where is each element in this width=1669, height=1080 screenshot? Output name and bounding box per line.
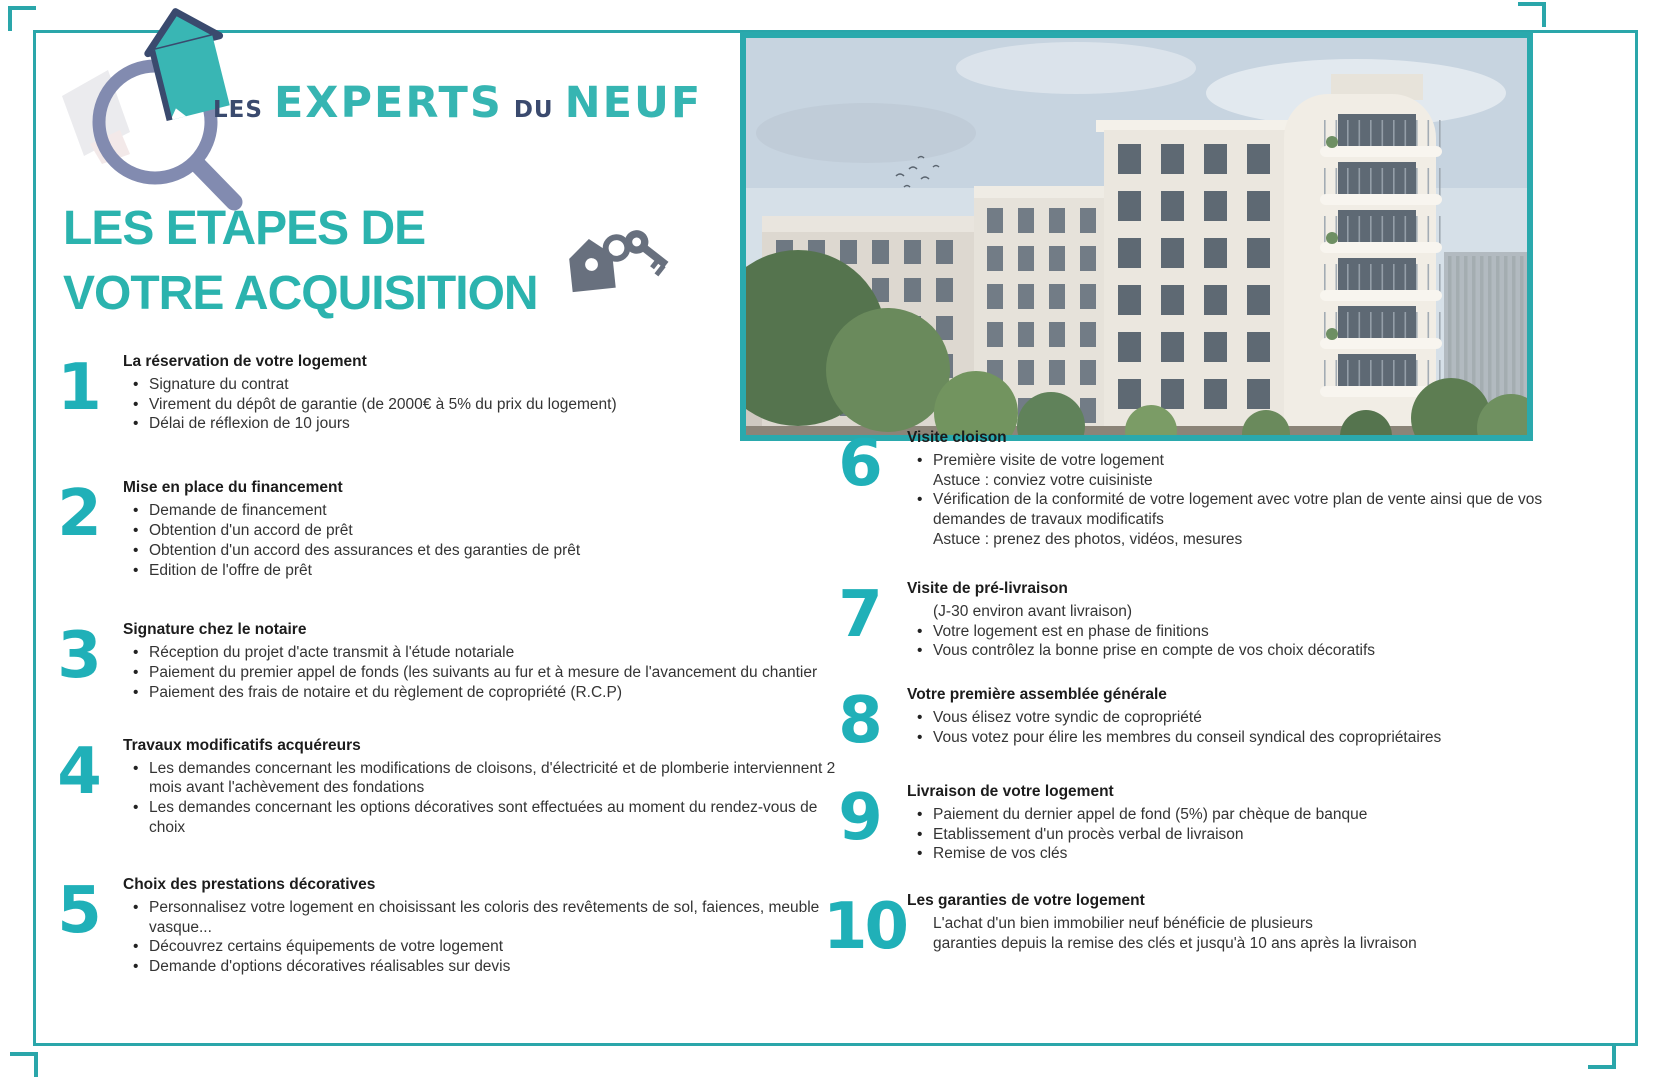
page-title — [63, 196, 538, 326]
bullet-dot: • — [917, 805, 923, 823]
acquisition-step — [45, 352, 851, 434]
step-bullet-item — [907, 622, 1569, 642]
step-item-text: Obtention d'un accord de prêt — [149, 521, 353, 539]
step-bullet-item — [123, 414, 851, 434]
step-item-text: Les demandes concernant les modifications de cloisons, d'électricité et de plomberie interviennent 2 mois avant l'achèvement des fondations — [149, 759, 836, 797]
step-title: Visite de pré-livraison — [907, 579, 1068, 597]
step-item-text: Découvrez certains équipements de votre logement — [149, 938, 504, 956]
page-title-line1: LES ETAPES DE — [63, 202, 426, 255]
step-content — [123, 620, 851, 702]
step-item-text: Etablissement d'un procès verbal de livraison — [933, 825, 1244, 843]
bullet-dot: • — [133, 958, 139, 976]
step-number: 7 — [838, 577, 880, 652]
acquisition-step — [823, 684, 1569, 759]
bullet-dot: • — [917, 451, 923, 469]
step-number: 1 — [57, 351, 99, 425]
steps-column-right — [823, 428, 1569, 985]
step-item-text: (J-30 environ avant livraison) — [933, 602, 1133, 620]
step-number: 9 — [838, 780, 880, 855]
step-number: 5 — [57, 873, 99, 948]
step-title: La réservation de votre logement — [123, 353, 367, 370]
step-bullet-item — [907, 708, 1569, 728]
step-item-text: garanties depuis la remise des clés et jusqu'à 10 ans après la livraison — [933, 934, 1417, 952]
step-title: Choix des prestations décoratives — [123, 875, 376, 893]
step-item-text: Astuce : prenez des photos, vidéos, mesures — [933, 531, 1243, 549]
step-note — [907, 914, 1569, 934]
step-item-text: Demande de financement — [149, 502, 327, 520]
bullet-dot: • — [133, 375, 139, 393]
bullet-dot: • — [133, 759, 139, 777]
step-title: Visite cloison — [907, 429, 1007, 446]
step-item-text: Virement du dépôt de garantie (de 2000€ à 5% du prix du logement) — [149, 395, 617, 413]
step-title: Livraison de votre logement — [907, 782, 1114, 800]
step-title: Votre première assemblée générale — [907, 686, 1167, 704]
step-item-text: Vous votez pour élire les membres du conseil syndical des copropriétaires — [933, 728, 1442, 746]
step-bullet-item — [907, 844, 1569, 864]
step-content — [907, 782, 1569, 864]
step-items — [907, 708, 1569, 748]
step-content — [123, 352, 851, 434]
bullet-dot: • — [133, 683, 139, 701]
step-item-text: Signature du contrat — [149, 375, 289, 393]
bullet-dot: • — [917, 845, 923, 863]
step-number: 8 — [838, 684, 880, 759]
page-title-line2: VOTRE ACQUISITION — [63, 267, 538, 320]
step-item-text: Astuce : conviez votre cuisiniste — [933, 471, 1153, 489]
step-item-text: Edition de l'offre de prêt — [149, 561, 312, 579]
step-items — [907, 914, 1569, 954]
step-bullet-item — [123, 798, 851, 838]
step-item-text: L'achat d'un bien immobilier neuf bénéficie de plusieurs — [933, 915, 1313, 933]
bullet-dot: • — [133, 415, 139, 433]
step-items — [907, 805, 1569, 864]
step-item-text: Paiement des frais de notaire et du règlement de copropriété (R.C.P) — [149, 683, 622, 701]
acquisition-step — [45, 478, 851, 580]
step-item-text: Première visite de votre logement — [933, 451, 1164, 469]
step-number: 10 — [823, 890, 907, 965]
step-bullet-item — [123, 375, 851, 395]
step-items — [123, 759, 851, 838]
bullet-dot: • — [133, 938, 139, 956]
step-item-text: Remise de vos clés — [933, 845, 1068, 863]
step-title: Les garanties de votre logement — [907, 892, 1145, 910]
bullet-dot: • — [133, 541, 139, 559]
bullet-dot: • — [133, 799, 139, 817]
step-bullet-item — [907, 451, 1569, 471]
step-item-text: Personnalisez votre logement en choisissant les coloris des revêtements de sol, faiences, meuble vasque... — [149, 898, 820, 936]
acquisition-step — [823, 890, 1569, 965]
step-bullet-item — [123, 683, 851, 703]
acquisition-step — [45, 736, 851, 838]
step-note — [907, 602, 1569, 622]
step-bullet-item — [123, 541, 851, 561]
brand-word-les: LES — [213, 97, 263, 123]
bullet-dot: • — [133, 521, 139, 539]
acquisition-step — [823, 579, 1569, 661]
step-item-text: Vous élisez votre syndic de copropriété — [933, 709, 1202, 727]
bullet-dot: • — [133, 898, 139, 916]
corner-mark-top-right — [1518, 2, 1546, 27]
step-bullet-item — [123, 521, 851, 541]
bullet-dot: • — [917, 709, 923, 727]
corner-mark-bottom-right — [1588, 1044, 1616, 1069]
step-bullet-item — [123, 759, 851, 799]
step-content — [907, 579, 1569, 661]
step-items — [907, 451, 1569, 550]
step-number: 6 — [838, 427, 880, 501]
step-note — [907, 934, 1569, 954]
step-bullet-item — [123, 501, 851, 521]
step-note — [907, 471, 1569, 491]
step-item-text: Obtention d'un accord des assurances et des garanties de prêt — [149, 541, 581, 559]
step-content — [123, 736, 851, 838]
step-item-text: Votre logement est en phase de finitions — [933, 622, 1209, 640]
step-title: Signature chez le notaire — [123, 621, 307, 639]
step-number: 2 — [57, 477, 99, 552]
acquisition-step — [45, 875, 851, 977]
step-item-text: Paiement du premier appel de fonds (les suivants au fur et à mesure de l'avancement du chantier — [149, 664, 818, 682]
bullet-dot: • — [133, 664, 139, 682]
step-note — [907, 530, 1569, 550]
bullet-dot: • — [917, 825, 923, 843]
step-bullet-item — [123, 395, 851, 415]
bullet-dot: • — [917, 728, 923, 746]
step-number: 3 — [57, 619, 99, 694]
step-content — [907, 428, 1569, 550]
step-bullet-item — [123, 663, 851, 683]
step-bullet-item — [907, 728, 1569, 748]
bullet-dot: • — [917, 491, 923, 509]
step-bullet-item — [123, 898, 851, 938]
step-items — [123, 643, 851, 702]
step-item-text: Demande d'options décoratives réalisables sur devis — [149, 958, 511, 976]
bullet-dot: • — [917, 642, 923, 660]
step-title: Travaux modificatifs acquéreurs — [123, 736, 361, 754]
step-item-text: Vous contrôlez la bonne prise en compte de vos choix décoratifs — [933, 642, 1376, 660]
step-content — [123, 875, 851, 977]
bullet-dot: • — [133, 561, 139, 579]
bullet-dot: • — [917, 622, 923, 640]
building-photo — [740, 32, 1533, 441]
step-item-text: Les demandes concernant les options décoratives sont effectuées au moment du rendez-vous de choix — [149, 799, 818, 837]
step-content — [907, 685, 1569, 751]
step-number: 4 — [57, 734, 99, 809]
step-items — [123, 501, 851, 580]
house-keys-icon — [556, 222, 674, 304]
step-bullet-item — [907, 805, 1569, 825]
step-item-text: Vérification de la conformité de votre logement avec votre plan de vente ainsi que de vos demandes de travaux modificatifs — [933, 491, 1543, 529]
step-item-text: Réception du projet d'acte transmit à l'étude notariale — [149, 644, 515, 662]
brand-logo — [213, 78, 702, 128]
step-bullet-item — [123, 643, 851, 663]
step-title: Mise en place du financement — [123, 479, 343, 497]
step-bullet-item — [907, 490, 1569, 530]
step-content — [907, 891, 1569, 957]
step-bullet-item — [907, 641, 1569, 661]
brand-word-experts: EXPERTS — [273, 78, 503, 128]
corner-mark-top-left — [8, 6, 36, 31]
bullet-dot: • — [133, 502, 139, 520]
step-items — [907, 602, 1569, 661]
step-bullet-item — [123, 957, 851, 977]
bullet-dot: • — [133, 395, 139, 413]
acquisition-step — [823, 428, 1569, 550]
step-item-text: Paiement du dernier appel de fond (5%) par chèque de banque — [933, 805, 1368, 823]
step-item-text: Délai de réflexion de 10 jours — [149, 415, 350, 433]
step-bullet-item — [907, 825, 1569, 845]
corner-mark-bottom-left — [10, 1052, 38, 1077]
step-bullet-item — [123, 937, 851, 957]
acquisition-step — [823, 782, 1569, 864]
step-bullet-item — [123, 561, 851, 581]
brand-word-neuf: NEUF — [564, 78, 703, 128]
brand-word-du: DU — [513, 97, 554, 123]
acquisition-step — [45, 620, 851, 702]
step-content — [123, 478, 851, 580]
step-items — [123, 375, 851, 434]
bullet-dot: • — [133, 644, 139, 662]
step-items — [123, 898, 851, 977]
steps-column-left — [45, 352, 851, 1019]
